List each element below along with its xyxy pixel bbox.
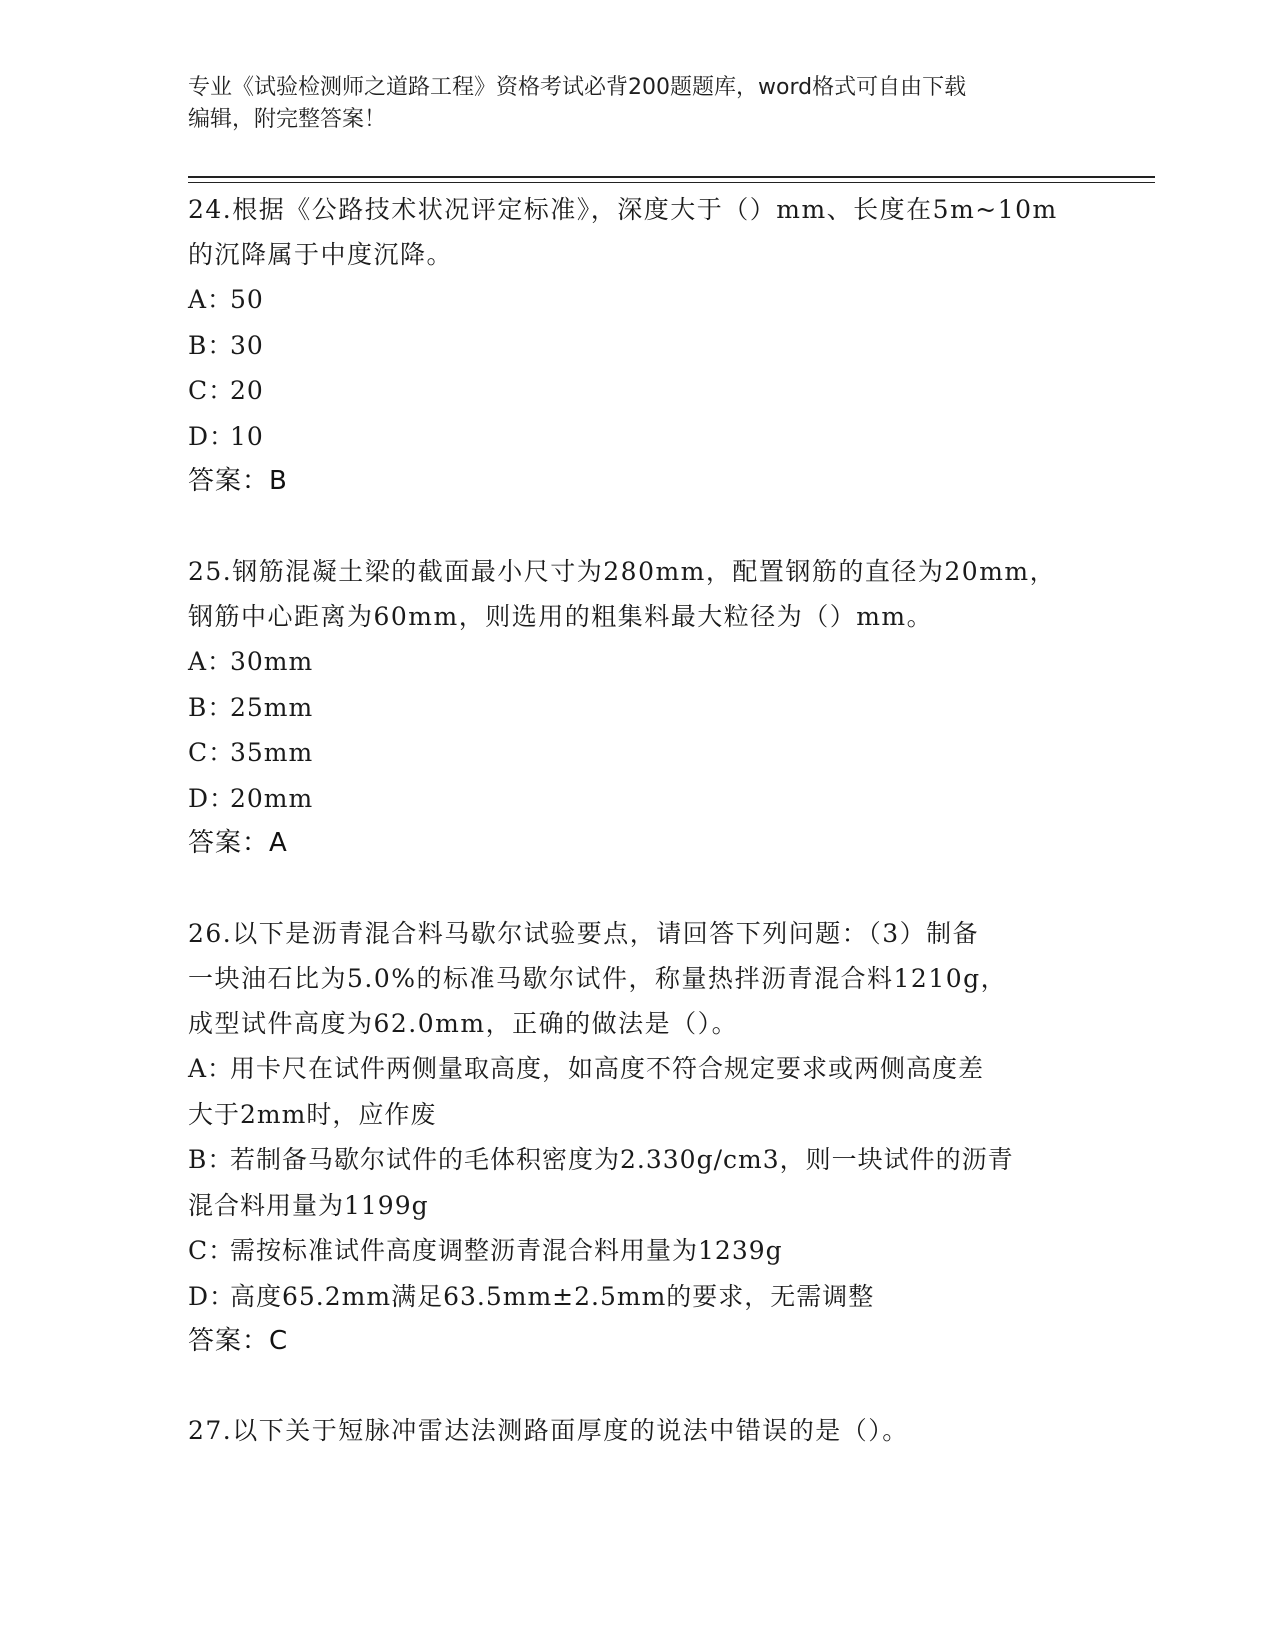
option-text: 20 [230, 376, 264, 405]
option-label: C： [188, 1236, 235, 1265]
question-stem-line: 25.钢筋混凝土梁的截面最小尺寸为280mm，配置钢筋的直径为20mm， [188, 557, 1057, 586]
question-26 [188, 911, 1088, 1364]
option-a-continued: 大于2mm时，应作废 [188, 1099, 437, 1129]
option-label: A： [188, 647, 234, 676]
option-label: C： [188, 738, 235, 767]
option-text: 10 [230, 421, 264, 451]
spacer [188, 504, 1088, 549]
option-a [188, 277, 1088, 323]
option-text: 用卡尺在试件两侧量取高度，如高度不符合规定要求或两侧高度差 [230, 1054, 985, 1083]
question-stem-line: 钢筋中心距离为60mm，则选用的粗集料最大粒径为（）mm。 [188, 602, 934, 631]
question-stem-line: 27.以下关于短脉冲雷达法测路面厚度的说法中错误的是（）。 [188, 1416, 909, 1445]
option-label: B： [188, 330, 234, 360]
option-label: A： [188, 285, 234, 314]
option-c [188, 730, 1088, 776]
spacer [188, 866, 1088, 911]
option-label: D： [188, 421, 236, 451]
option-label: B： [188, 1145, 234, 1174]
option-text: 25mm [230, 692, 314, 722]
option-b [188, 1137, 1088, 1183]
option-text: 20mm [230, 783, 314, 813]
option-d [188, 414, 1088, 460]
option-label: D： [188, 783, 236, 813]
option-label: B： [188, 692, 234, 722]
answer-line: 答案：A [188, 828, 288, 858]
header-line-1: 专业《试验检测师之道路工程》资格考试必背200题题库，word格式可自由下载 [188, 75, 967, 100]
question-list [188, 187, 1088, 1453]
question-stem-line: 成型试件高度为62.0mm，正确的做法是（）。 [188, 1009, 739, 1038]
option-label: D： [188, 1281, 236, 1311]
option-a [188, 639, 1088, 685]
question-stem-line: 一块油石比为5.0%的标准马歇尔试件，称量热拌沥青混合料1210g， [188, 964, 1008, 993]
option-text: 若制备马歇尔试件的毛体积密度为2.330g/cm3，则一块试件的沥青 [230, 1145, 1014, 1174]
option-b-continued: 混合料用量为1199g [188, 1190, 429, 1220]
document-header [188, 72, 1088, 136]
header-line-2: 编辑，附完整答案！ [188, 107, 387, 132]
header-divider-thin [188, 182, 1155, 183]
option-text: 30mm [230, 647, 314, 676]
header-divider-thick [188, 176, 1155, 178]
option-c [188, 1228, 1088, 1274]
option-text: 50 [230, 285, 264, 314]
answer-line: 答案：C [188, 1326, 289, 1356]
option-a [188, 1046, 1088, 1092]
question-stem-line: 24.根据《公路技术状况评定标准》，深度大于（）mm、长度在5m~10m [188, 195, 1058, 224]
option-text: 30 [230, 330, 264, 360]
question-25 [188, 549, 1088, 866]
option-text: 需按标准试件高度调整沥青混合料用量为1239g [230, 1236, 783, 1265]
option-d [188, 1274, 1088, 1320]
question-27 [188, 1408, 1088, 1453]
option-b [188, 685, 1088, 731]
option-c [188, 368, 1088, 414]
answer-line: 答案：B [188, 466, 288, 496]
option-text: 高度65.2mm满足63.5mm±2.5mm的要求，无需调整 [230, 1281, 875, 1311]
option-b [188, 323, 1088, 369]
option-label: C： [188, 376, 235, 405]
option-label: A： [188, 1054, 234, 1083]
spacer [188, 1364, 1088, 1408]
option-text: 35mm [230, 738, 314, 767]
question-stem-line: 26.以下是沥青混合料马歇尔试验要点，请回答下列问题：（3）制备 [188, 919, 980, 948]
option-d [188, 776, 1088, 822]
question-24 [188, 187, 1088, 504]
question-stem-line: 的沉降属于中度沉降。 [188, 240, 454, 269]
